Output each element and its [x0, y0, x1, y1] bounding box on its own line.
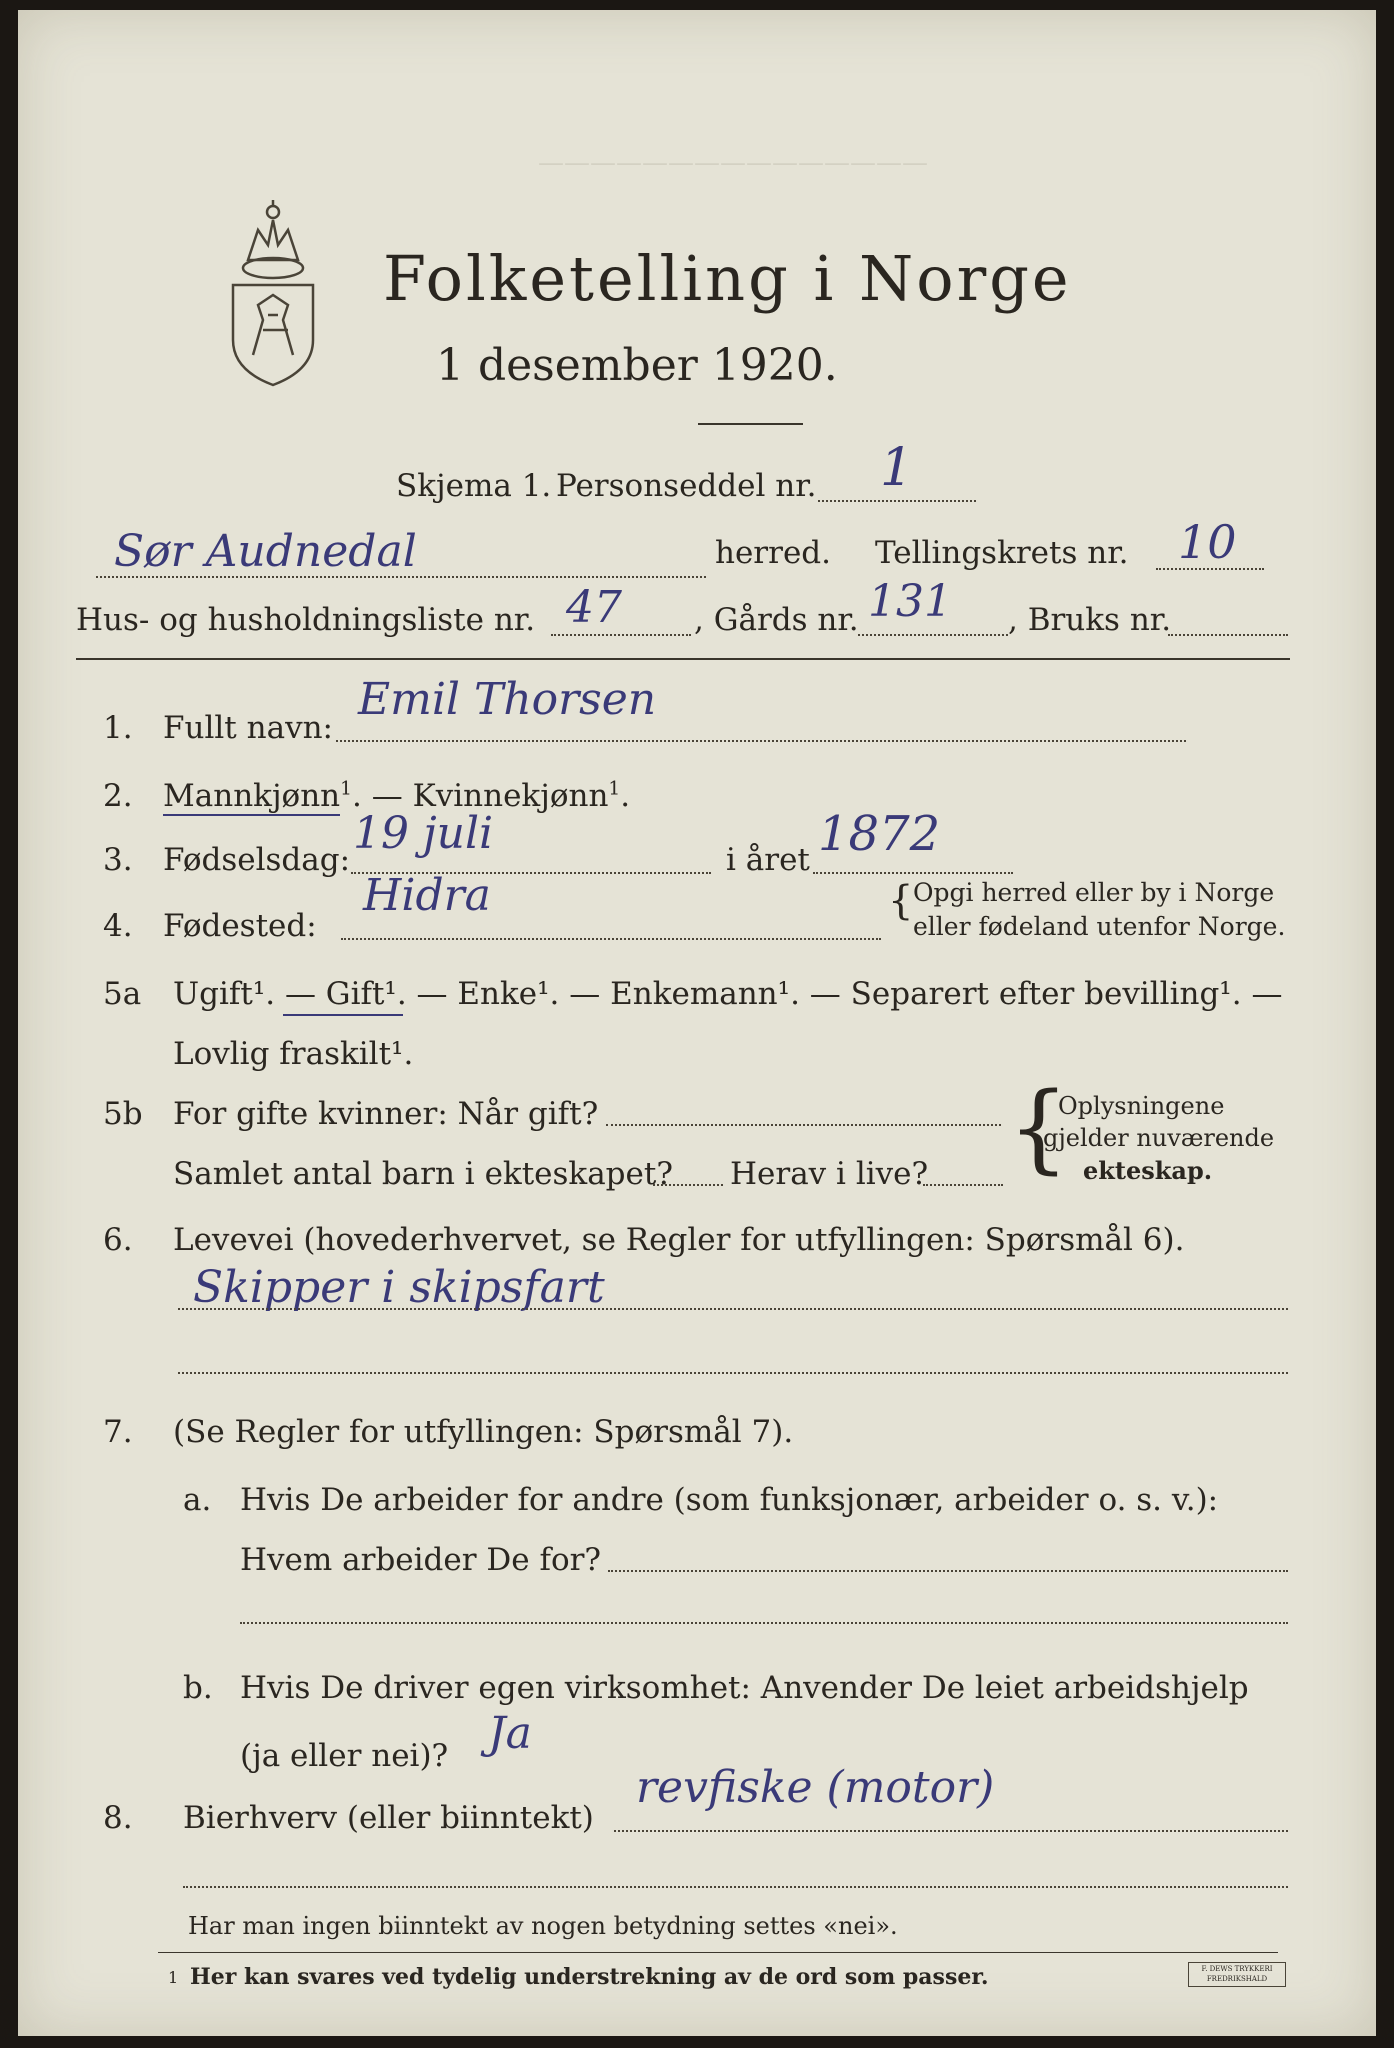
bleed-through-text: ——————————————— [538, 148, 928, 178]
footnote-text: Her kan svares ved tydelig understrekning av de ord som passer. [190, 1964, 989, 1990]
marital-status-options[interactable]: Ugift¹. — Gift¹. — Enke¹. — Enkemann¹. — Separert efter bevilling¹. — [173, 976, 1283, 1012]
birthplace-field-line [341, 938, 881, 940]
q7b-yesno-label: (ja eller nei)? [240, 1738, 449, 1774]
tellingskrets-label: Tellingskrets nr. [875, 535, 1129, 571]
q4-note-line1: Opgi herred eller by i Norge [913, 878, 1275, 907]
q1-number: 1. [103, 710, 133, 746]
q2-number: 2. [103, 778, 133, 814]
gards-field-line [858, 634, 1008, 636]
birthyear-field-line [813, 872, 1013, 874]
q5a-number: 5a [103, 976, 142, 1012]
census-form-sheet [18, 10, 1376, 2036]
q8-label: Bierhverv (eller biinntekt) [183, 1800, 594, 1836]
footer-note: Har man ingen biinntekt av nogen betydning settes «nei». [188, 1912, 898, 1940]
q7b-letter: b. [183, 1670, 213, 1706]
personseddel-label: Personseddel nr. [556, 468, 817, 504]
form-title: Folketelling i Norge [383, 242, 1072, 315]
alive-field-line [923, 1184, 1003, 1186]
bruks-label: , Bruks nr. [1008, 602, 1172, 638]
printer-stamp: F. DEWS TRYKKERI FREDRIKSHALD [1188, 1962, 1286, 1987]
norway-coat-of-arms-icon [218, 190, 328, 390]
employer-field-line1 [608, 1570, 1288, 1572]
schema-label: Skjema 1. [396, 468, 552, 504]
bruks-field-line [1168, 634, 1288, 636]
q4-brace: { [888, 878, 914, 924]
side-income-field-line2 [183, 1886, 1288, 1888]
occupation-field-line2 [178, 1372, 1288, 1374]
personseddel-field-line [818, 500, 976, 502]
q7b-question: Hvis De driver egen virksomhet: Anvender De leiet arbeidshjelp [240, 1670, 1249, 1706]
birthyear-value[interactable]: 1872 [818, 806, 941, 862]
q8-number: 8. [103, 1800, 133, 1836]
q2-end: . [620, 778, 631, 814]
marital-status-options-line2[interactable]: Lovlig fraskilt¹. [173, 1036, 414, 1072]
footer-rule [158, 1952, 1278, 1953]
header-rule [76, 658, 1290, 660]
q5b-alive-label: Herav i live? [730, 1156, 929, 1192]
title-divider [698, 423, 803, 425]
birthday-value[interactable]: 19 juli [353, 808, 494, 859]
side-income-value[interactable]: revfiske (motor) [636, 1762, 995, 1813]
q3-year-label: i året [726, 842, 810, 878]
hired-help-value[interactable]: Ja [488, 1708, 532, 1759]
q3-label: Fødselsdag: [163, 842, 351, 878]
q7-number: 7. [103, 1414, 133, 1450]
q3-number: 3. [103, 842, 133, 878]
husliste-label: Hus- og husholdningsliste nr. [76, 602, 536, 638]
husliste-value[interactable]: 47 [566, 582, 622, 633]
occupation-field-line1 [178, 1308, 1288, 1310]
q1-field-line [336, 740, 1186, 742]
herred-label: herred. [715, 535, 831, 571]
q5b-note-line3: ekteskap. [1083, 1156, 1213, 1185]
q7a-employer-label: Hvem arbeider De for? [240, 1542, 602, 1578]
q7a-letter: a. [183, 1482, 212, 1518]
gards-value[interactable]: 131 [868, 576, 952, 627]
q4-label: Fødested: [163, 908, 317, 944]
q6-label: Levevei (hovederhvervet, se Regler for utfyllingen: Spørsmål 6). [173, 1222, 1185, 1258]
q2-separator: . — [352, 778, 413, 814]
employer-field-line2 [240, 1622, 1288, 1624]
personseddel-value[interactable]: 1 [880, 438, 914, 498]
q5b-children-label: Samlet antal barn i ekteskapet? [173, 1156, 673, 1192]
q1-label: Fullt navn: [163, 710, 333, 746]
form-date: 1 desember 1920. [436, 340, 838, 391]
husliste-field-line [551, 634, 691, 636]
children-field-line [653, 1184, 723, 1186]
q6-number: 6. [103, 1222, 133, 1258]
side-income-field-line [614, 1830, 1288, 1832]
q5b-brace: { [1008, 1072, 1070, 1184]
q7a-question: Hvis De arbeider for andre (som funksjonær, arbeider o. s. v.): [240, 1482, 1219, 1518]
married-date-field-line [606, 1124, 1001, 1126]
option-male[interactable]: Mannkjønn [163, 778, 341, 814]
full-name-value[interactable]: Emil Thorsen [358, 674, 657, 725]
tellingskrets-value[interactable]: 10 [1178, 515, 1237, 569]
q5b-number: 5b [103, 1096, 143, 1132]
q4-note-line2: eller fødeland utenfor Norge. [913, 912, 1286, 941]
occupation-value[interactable]: Skipper i skipsfart [193, 1262, 605, 1313]
q2-sup-female: 1 [608, 778, 621, 800]
q5b-married-label: For gifte kvinner: Når gift? [173, 1096, 599, 1132]
option-female[interactable]: Kvinnekjønn [412, 778, 609, 814]
q7-label: (Se Regler for utfyllingen: Spørsmål 7). [173, 1414, 794, 1450]
q5b-note-line2: gjelder nuværende [1043, 1124, 1275, 1152]
q2-sup-male: 1 [340, 778, 352, 800]
q4-number: 4. [103, 908, 133, 944]
marital-underline-mark [283, 1014, 403, 1016]
footnote-number: 1 [168, 1968, 179, 1987]
birthplace-value[interactable]: Hidra [363, 870, 491, 921]
gards-label: , Gårds nr. [694, 602, 859, 638]
q5b-note-line1: Oplysningene [1058, 1092, 1225, 1120]
herred-value[interactable]: Sør Audnedal [114, 526, 417, 577]
